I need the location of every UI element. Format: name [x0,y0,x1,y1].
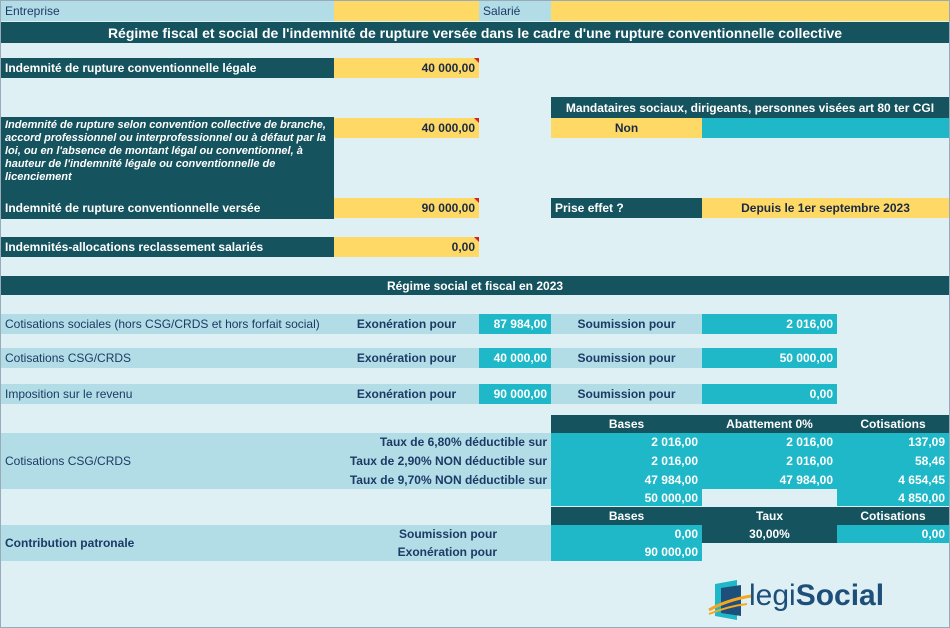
patronale-label: Contribution patronale [1,525,551,561]
csg-rate-label: Taux de 9,70% NON déductible sur [349,472,547,487]
soumission-value: 0,00 [702,384,837,404]
exoneration-value: 87 984,00 [479,314,551,334]
csg-total-base: 50 000,00 [551,489,702,506]
page-title: Régime fiscal et social de l'indemnité de rupture versée dans le cadre d'une rupture conventionnelle collective [1,22,949,43]
reclassement-label: Indemnités-allocations reclassement salariés [1,237,334,257]
soumission-label: Soumission pour [551,384,702,404]
csg-label: Cotisations CSG/CRDS [1,433,551,489]
csg-base: 47 984,00 [551,470,702,489]
exoneration-label: Exonération pour [334,348,479,368]
csg-abattement: 2 016,00 [702,451,837,470]
patronale-header-bases: Bases [551,507,702,525]
salarie-input[interactable] [551,1,949,21]
csg-abattement: 47 984,00 [702,470,837,489]
mandataires-label: Mandataires sociaux, dirigeants, personnes visées art 80 ter CGI [551,97,949,118]
versee-input[interactable]: 90 000,00 [334,198,479,218]
regime-title: Régime social et fiscal en 2023 [1,276,949,295]
csg-abattement: 2 016,00 [702,433,837,451]
reclassement-input[interactable]: 0,00 [334,237,479,257]
patronale-exoneration-label: Exonération pour [397,545,497,559]
entreprise-input[interactable] [334,1,479,21]
regime-row-label: Cotisations sociales (hors CSG/CRDS et hors forfait social) [1,314,334,334]
patronale-header-taux: Taux [702,507,837,525]
exoneration-value: 40 000,00 [479,348,551,368]
csg-base: 2 016,00 [551,433,702,451]
logo-text [749,579,884,613]
csg-rate-label: Taux de 6,80% déductible sur [379,435,547,449]
csg-cotisation: 137,09 [837,433,949,451]
csg-base: 2 016,00 [551,451,702,470]
soumission-label: Soumission pour [551,348,702,368]
convention-label: Indemnité de rupture selon convention collective de branche, accord professionnel ou interprofessionnel ou à défaut par la loi, ou en l'absence de montant légal ou conventionnel, à hauteur de l'indemnité légale ou conventionnelle de licenciement [1,117,334,197]
salarie-label: Salarié [479,1,551,21]
patronale-soumission-base: 0,00 [551,525,702,543]
logo-text-a: legi [749,579,796,612]
csg-header-bases: Bases [551,415,702,433]
legale-label: Indemnité de rupture conventionnelle légale [1,58,334,78]
csg-cotisation: 58,46 [837,451,949,470]
regime-row-label: Cotisations CSG/CRDS [1,348,334,368]
patronale-cotisation: 0,00 [837,525,949,543]
exoneration-value: 90 000,00 [479,384,551,404]
regime-row-label: Imposition sur le revenu [1,384,334,404]
exoneration-label: Exonération pour [334,314,479,334]
csg-header-cotisations: Cotisations [837,415,949,433]
logo-text-b: Social [795,579,885,612]
legale-input[interactable]: 40 000,00 [334,58,479,78]
csg-total-cotisation: 4 850,00 [837,489,949,506]
patronale-taux: 30,00% [702,525,837,543]
prise-effet-label: Prise effet ? [551,198,702,218]
csg-rate-label: Taux de 2,90% NON déductible sur [349,453,547,468]
csg-cotisation: 4 654,45 [837,470,949,489]
patronale-exoneration-base: 90 000,00 [551,543,702,561]
versee-label: Indemnité de rupture conventionnelle versée [1,197,334,219]
mandataires-result [702,118,949,138]
patronale-soumission-label: Soumission pour [398,527,497,541]
exoneration-label: Exonération pour [334,384,479,404]
entreprise-label: Entreprise [1,1,334,21]
convention-input[interactable]: 40 000,00 [334,118,479,138]
soumission-value: 50 000,00 [702,348,837,368]
prise-effet-select[interactable]: Depuis le 1er septembre 2023 [702,198,949,218]
csg-header-abattement: Abattement 0% [702,415,837,433]
soumission-label: Soumission pour [551,314,702,334]
soumission-value: 2 016,00 [702,314,837,334]
mandataires-select[interactable]: Non [551,118,702,138]
patronale-header-cotisations: Cotisations [837,507,949,525]
